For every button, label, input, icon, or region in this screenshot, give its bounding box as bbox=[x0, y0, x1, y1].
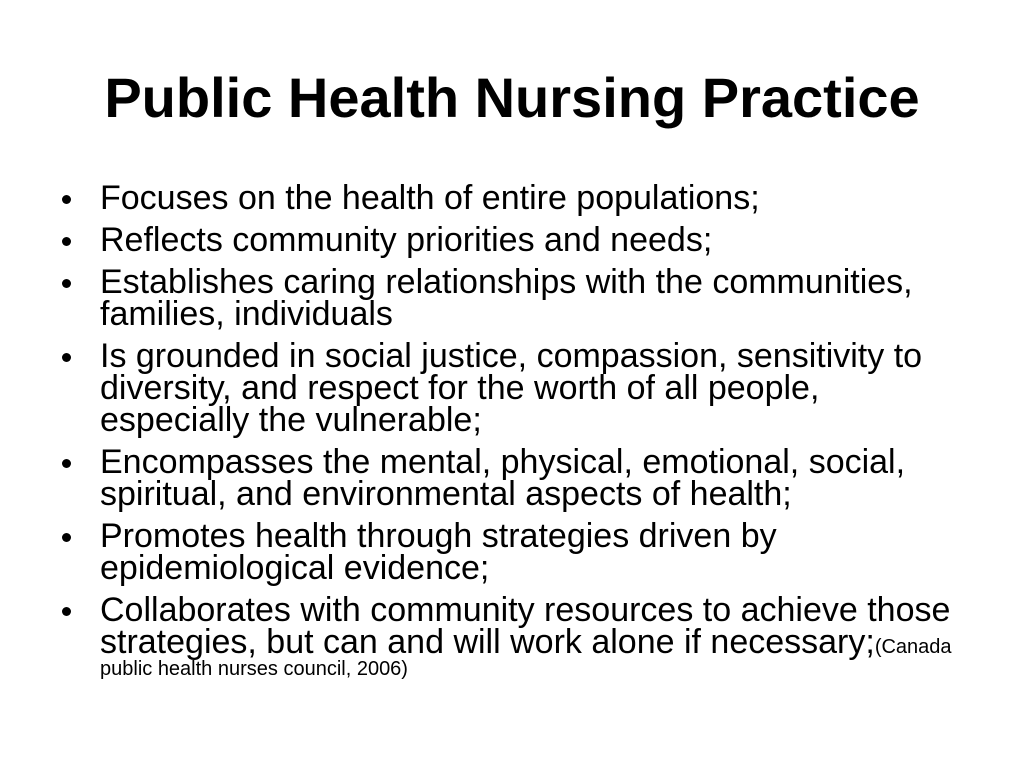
bullet-icon bbox=[62, 353, 71, 362]
bullet-item bbox=[0, 443, 1024, 513]
bullet-text: Establishes caring relationships with the communities, families, individuals bbox=[100, 263, 913, 333]
bullet-icon bbox=[62, 279, 71, 288]
bullet-item bbox=[0, 591, 1024, 680]
bullet-main-text: Collaborates with community resources to achieve those strategies, but can and will work alone if necessary; bbox=[100, 591, 951, 661]
bullet-item bbox=[0, 179, 1024, 217]
bullet-icon bbox=[62, 607, 71, 616]
bullet-text: Promotes health through strategies driven by epidemiological evidence; bbox=[100, 517, 777, 587]
bullet-icon bbox=[62, 195, 71, 204]
bullet-text: Is grounded in social justice, compassion, sensitivity to diversity, and respect for the worth of all people, especially the vulnerable; bbox=[100, 337, 923, 439]
bullet-text: Encompasses the mental, physical, emotional, social, spiritual, and environmental aspects of health; bbox=[100, 443, 906, 513]
bullet-icon bbox=[62, 533, 71, 542]
bullet-item bbox=[0, 221, 1024, 259]
citation: (Canada public health nurses council, 2006) bbox=[100, 636, 952, 680]
bullet-text: Focuses on the health of entire populations; bbox=[100, 179, 760, 217]
bullet-text: Reflects community priorities and needs; bbox=[100, 221, 713, 259]
bullet-item bbox=[0, 337, 1024, 439]
bullet-icon bbox=[62, 459, 71, 468]
bullet-item bbox=[0, 263, 1024, 333]
bullet-icon bbox=[62, 237, 71, 246]
bullet-item bbox=[0, 517, 1024, 587]
slide-title: Public Health Nursing Practice bbox=[104, 66, 920, 129]
bullet-text bbox=[100, 591, 968, 680]
bullet-list bbox=[0, 179, 1024, 680]
